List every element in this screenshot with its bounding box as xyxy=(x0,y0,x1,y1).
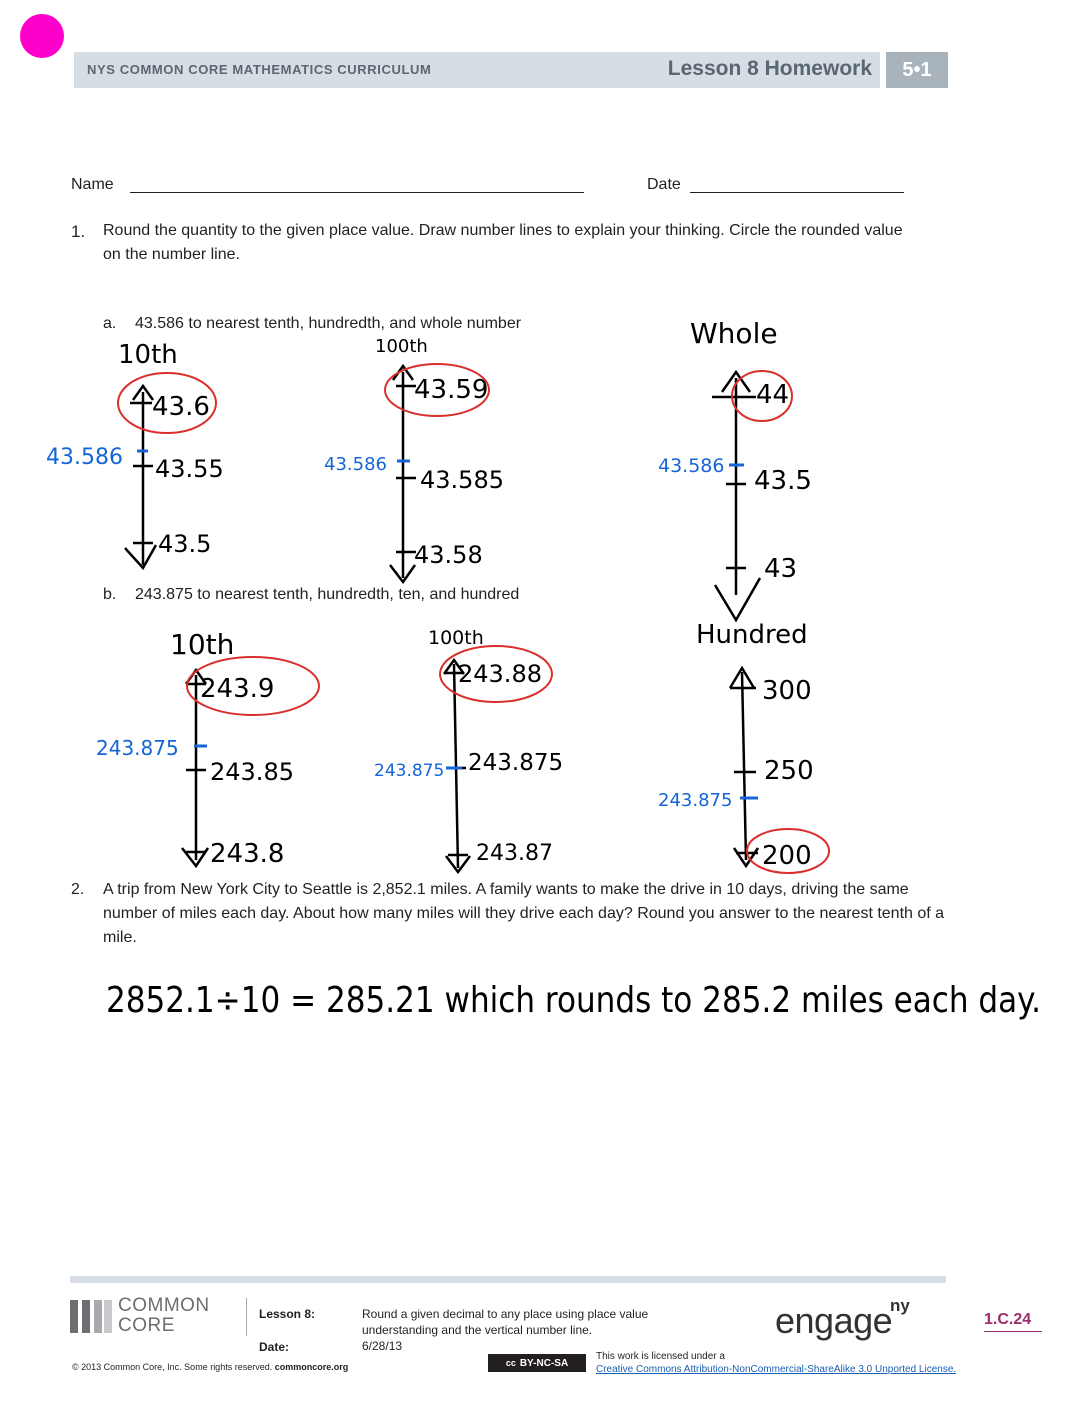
common-core-logo-bar xyxy=(104,1300,112,1333)
problem-2-text: A trip from New York City to Seattle is 2,852.1 miles. A family wants to make the drive in 10 days, driving the same number of miles each day. About how many miles will they drive each day? Round you answer to the nearest tenth of a mile. xyxy=(103,881,945,946)
tick-top-label: 44 xyxy=(756,380,790,410)
tick-mid-label: 250 xyxy=(764,756,814,786)
number-line-title: 10th xyxy=(118,340,178,370)
tick-bottom-label: 200 xyxy=(762,841,812,871)
number-line-title: 100th xyxy=(428,627,484,649)
number-line-a2 xyxy=(324,336,504,582)
tick-mid-label: 43.585 xyxy=(420,466,504,494)
estimate-label: 43.586 xyxy=(46,445,123,470)
estimate-label: 43.586 xyxy=(658,455,725,477)
tick-bottom-label: 243.87 xyxy=(476,841,553,866)
number-line-title: Hundred xyxy=(696,620,808,650)
number-line-b1 xyxy=(96,628,319,869)
tick-top-label: 43.6 xyxy=(152,392,210,422)
number-line-a3 xyxy=(658,317,812,620)
tick-bottom-label: 43 xyxy=(764,554,798,584)
problem-1b-text: 243.875 to nearest tenth, hundredth, ten, and hundred xyxy=(135,586,520,603)
tick-mid-label: 43.55 xyxy=(155,455,224,483)
problem-1a-label: a. xyxy=(103,315,117,332)
tick-mid-label: 243.875 xyxy=(468,750,564,776)
common-core-logo-bar xyxy=(70,1300,78,1333)
common-core-logo-text: COMMON CORE xyxy=(118,1295,210,1336)
problem-2-number: 2. xyxy=(71,881,85,898)
engageny-logo: engage xyxy=(775,1300,893,1341)
engageny-logo-ny: ny xyxy=(890,1296,910,1315)
lesson-title: Lesson 8 Homework xyxy=(667,57,872,80)
tick-bottom-label: 243.8 xyxy=(210,839,285,869)
number-line-title: Whole xyxy=(690,317,778,350)
tick-top-label: 243.88 xyxy=(458,660,542,688)
curriculum-title: NYS COMMON CORE MATHEMATICS CURRICULUM xyxy=(87,62,432,77)
footer-rule xyxy=(70,1276,946,1283)
license-text: This work is licensed under a xyxy=(596,1351,725,1362)
tick-mid-label: 43.5 xyxy=(754,466,812,496)
license-link[interactable]: Creative Commons Attribution-NonCommercial-ShareAlike 3.0 Unported License. xyxy=(596,1364,957,1375)
estimate-label: 243.875 xyxy=(658,790,733,811)
problem-1b-label: b. xyxy=(103,586,117,603)
date-label: Date xyxy=(647,176,681,193)
common-core-logo-bar xyxy=(82,1300,90,1333)
problem-1a-text: 43.586 to nearest tenth, hundredth, and whole number xyxy=(135,315,522,332)
estimate-label: 243.875 xyxy=(374,761,445,781)
page-code: 1.C.24 xyxy=(984,1311,1042,1332)
name-label: Name xyxy=(71,176,114,193)
tick-top-label: 43.59 xyxy=(414,375,489,405)
grade-badge: 5•1 xyxy=(886,52,948,88)
tick-mid-label: 243.85 xyxy=(210,758,294,786)
footer-lesson-label: Lesson 8: xyxy=(259,1307,316,1321)
tick-top-label: 300 xyxy=(762,676,812,706)
problem-1-text: Round the quantity to the given place value. Draw number lines to explain your thinking. Circle the rounded value on the number line. xyxy=(103,222,903,263)
common-core-logo-bar xyxy=(94,1300,102,1333)
number-line-b3 xyxy=(658,620,829,873)
footer-date-label: Date: xyxy=(259,1340,290,1354)
number-line-a1 xyxy=(46,340,224,568)
problem-2-answer: 2852.1÷10 = 285.21 which rounds to 285.2 miles each day. xyxy=(106,980,1041,1021)
footer-date-value: 6/28/13 xyxy=(362,1339,403,1353)
number-line-b2 xyxy=(374,627,563,872)
tick-top-label: 243.9 xyxy=(200,674,275,704)
footer-lesson-desc: Round a given decimal to any place using place value understanding and the vertical number line. xyxy=(362,1307,649,1337)
cc-license-badge: cc BY-NC-SA xyxy=(488,1354,586,1372)
tick-bottom-label: 43.58 xyxy=(414,541,483,569)
number-line-title: 100th xyxy=(375,336,428,357)
estimate-label: 243.875 xyxy=(96,736,179,760)
copyright: © 2013 Common Core, Inc. Some rights reserved. commoncore.org xyxy=(72,1362,349,1372)
number-line-title: 10th xyxy=(170,628,235,661)
tick-bottom-label: 43.5 xyxy=(158,530,212,558)
estimate-label: 43.586 xyxy=(324,454,387,475)
footer-separator xyxy=(246,1298,247,1336)
problem-1-number: 1. xyxy=(71,222,86,241)
